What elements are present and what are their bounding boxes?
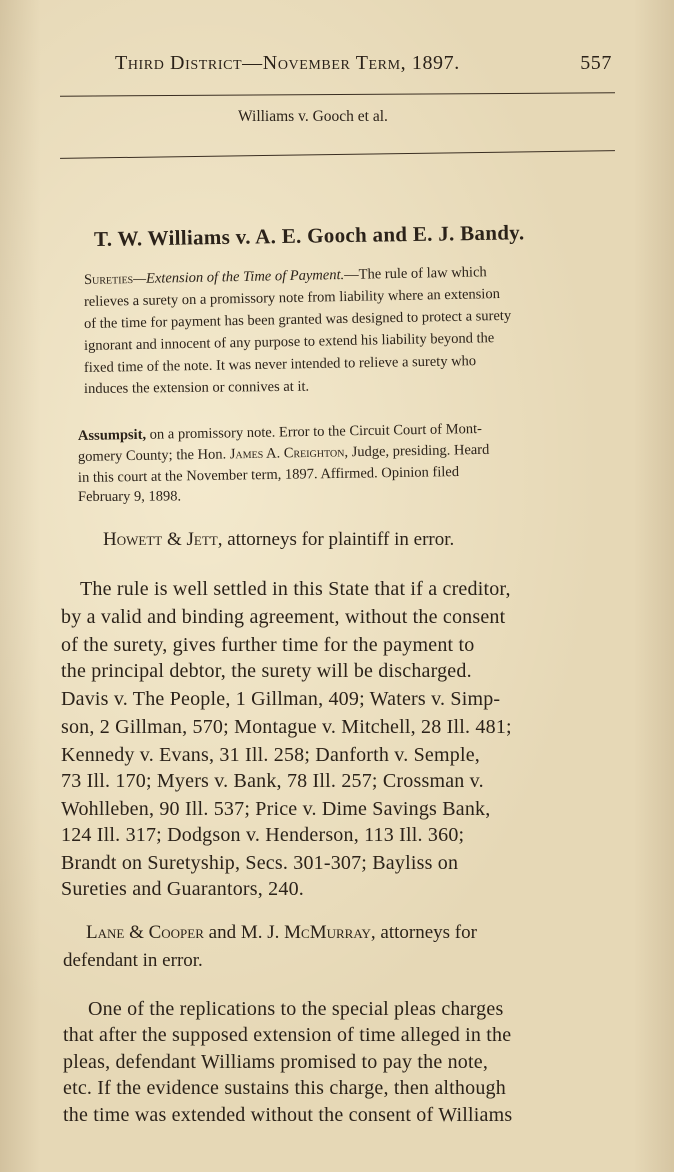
argument-line: of the surety, gives further time for the payment to <box>61 634 475 656</box>
headnote-line: of the time for payment has been granted was designed to protect a surety <box>83 307 512 332</box>
procedure-lead: Assumpsit, <box>77 426 147 444</box>
headnote-line: induces the extension or connives at it. <box>83 378 310 397</box>
plaintiff-attorneys <box>103 529 454 551</box>
opinion-line: the time was extended without the consent of Williams <box>63 1104 513 1126</box>
argument-line: Davis v. The People, 1 Gillman, 409; Waters v. Simp- <box>61 688 501 710</box>
opinion-line: that after the supposed extension of time alleged in the <box>63 1024 512 1046</box>
argument-line: Kennedy v. Evans, 31 Ill. 258; Danforth v. Semple, <box>61 744 480 766</box>
argument-line: son, 2 Gillman, 570; Montague v. Mitchell, 28 Ill. 481; <box>61 716 512 738</box>
headnote-subtopic: —Extension of the Time of Payment. <box>133 267 345 288</box>
argument-line: the principal debtor, the surety will be discharged. <box>61 660 472 682</box>
running-head-title: Third District—November Term, 1897. <box>115 52 460 74</box>
argument-line: Sureties and Guarantors, 240. <box>61 878 304 900</box>
headnote-line: ignorant and innocent of any purpose to extend his liability beyond the <box>83 330 495 354</box>
running-head <box>115 52 620 75</box>
headnote-topic: Sureties <box>83 271 134 288</box>
defendant-attorney-names: M. J. McMurray <box>240 922 371 943</box>
procedure-line <box>78 442 490 466</box>
opinion-line: etc. If the evidence sustains this charge, then although <box>63 1077 506 1099</box>
header-rule-bottom <box>60 150 615 159</box>
headnote-line: fixed time of the note. It was never intended to relieve a surety who <box>83 353 477 376</box>
opinion-line: One of the replications to the special pleas charges <box>88 998 504 1020</box>
defendant-attorney-names: Lane & Cooper <box>86 922 204 943</box>
header-rule-top <box>60 92 615 96</box>
procedure-line: February 9, 1898. <box>77 488 182 505</box>
procedure-text: gomery County; the Hon. <box>77 446 230 465</box>
case-title: T. W. Williams v. A. E. Gooch and E. J. Bandy. <box>93 220 525 251</box>
headnote-line <box>84 264 487 289</box>
argument-line: 124 Ill. 317; Dodgson v. Henderson, 113 Ill. 360; <box>61 824 465 846</box>
argument-line: Brandt on Suretyship, Secs. 301-307; Bayliss on <box>61 852 459 874</box>
argument-line: Wohlleben, 90 Ill. 537; Price v. Dime Savings Bank, <box>61 798 491 820</box>
headnote-line: relieves a surety on a promissory note from liability where an extension <box>83 286 501 310</box>
plaintiff-attorney-names: Howett & Jett <box>103 529 218 550</box>
argument-line: by a valid and binding agreement, without the consent <box>61 606 506 628</box>
attorneys-conjunction: and <box>203 922 241 943</box>
defendant-attorneys-line-2: defendant in error. <box>63 950 203 971</box>
procedure-line <box>78 421 482 445</box>
defendant-attorneys <box>86 922 477 944</box>
case-short-title: Williams v. Gooch et al. <box>238 108 388 125</box>
judge-name: James A. Creighton <box>229 444 345 463</box>
plaintiff-attorney-role: , attorneys for plaintiff in error. <box>217 529 455 550</box>
argument-line: 73 Ill. 170; Myers v. Bank, 78 Ill. 257; Crossman v. <box>61 770 484 792</box>
opinion-line: pleas, defendant Williams promised to pay the note, <box>63 1051 489 1073</box>
defendant-attorney-role: , attorneys for <box>370 922 477 943</box>
argument-line: The rule is well settled in this State that if a creditor, <box>80 578 511 600</box>
headnote-text: —The rule of law which <box>344 264 487 284</box>
page-number: 557 <box>580 52 612 74</box>
procedure-text: on a promissory note. Error to the Circuit Court of Mont- <box>145 420 483 443</box>
procedure-text: , Judge, presiding. Heard <box>344 441 490 461</box>
procedure-line: in this court at the November term, 1897. Affirmed. Opinion filed <box>77 464 460 486</box>
